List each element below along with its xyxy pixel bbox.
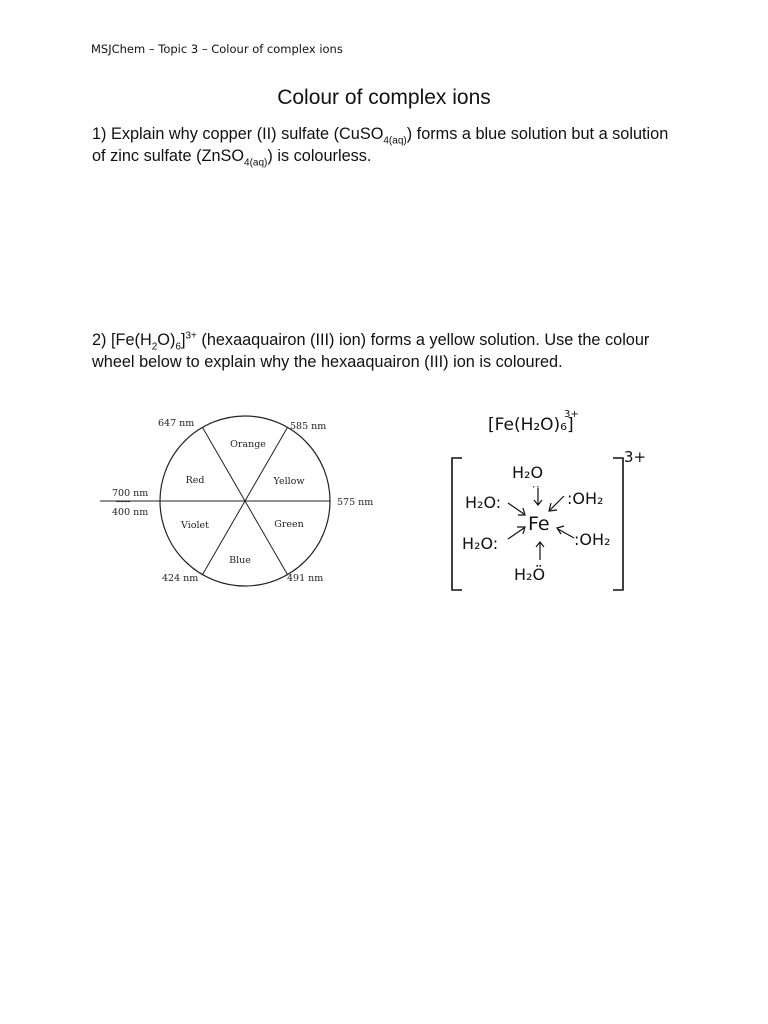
page-title: Colour of complex ions — [277, 86, 491, 109]
sector-label-yellow: Yellow — [273, 476, 305, 487]
right-bracket — [613, 458, 623, 590]
sector-label-orange: Orange — [230, 439, 266, 450]
left-bracket — [452, 458, 462, 590]
structure-charge: 3+ — [624, 448, 647, 466]
colour-wheel — [100, 410, 390, 595]
sector-label-red: Red — [185, 475, 205, 486]
q1-subscript-1: 4(aq) — [383, 135, 407, 147]
sector-label-violet: Violet — [181, 520, 209, 531]
sector-label-green: Green — [274, 519, 304, 530]
wavelength-label-424: 424 nm — [162, 573, 199, 584]
sector-label-blue: Blue — [229, 555, 251, 566]
wavelength-label-647: 647 nm — [158, 418, 195, 429]
wavelength-label-400: 400 nm — [112, 507, 149, 518]
question-2 — [92, 329, 682, 373]
arrow-upper-left — [508, 503, 524, 514]
q2-text-2: O) — [157, 331, 176, 349]
structure-formula-charge: 3+ — [564, 409, 579, 420]
arrow-lower-left — [508, 528, 524, 539]
q1-text-2: ) forms a blue solution but a solution of zinc sulfate (ZnSO — [92, 125, 669, 165]
arrow-upper-right — [550, 496, 564, 510]
hexaaqua-structure — [440, 398, 652, 608]
wavelength-label-585: 585 nm — [290, 421, 327, 432]
q2-text-3: ] — [180, 331, 186, 349]
q2-superscript: 3+ — [185, 330, 197, 342]
wavelength-label-700: 700 nm — [112, 488, 149, 499]
q1-text-1: 1) Explain why copper (II) sulfate (CuSO — [92, 125, 384, 143]
ligand-lower-left: H₂O: — [462, 534, 499, 553]
q2-text-4: (hexaaquairon (III) ion) forms a yellow solution. Use the colour wheel below to explain why the hexaaquairon (III) ion is coloured. — [92, 331, 650, 371]
ligand-top: H₂O — [512, 463, 544, 482]
page-header: MSJChem – Topic 3 – Colour of complex ions — [91, 42, 343, 56]
ligand-top-lone-pair: : — [530, 485, 543, 489]
q1-text-3: ) is colourless. — [267, 147, 372, 165]
ligand-upper-left: H₂O: — [465, 493, 502, 512]
question-1 — [92, 123, 682, 167]
wavelength-divider: ------ — [116, 498, 131, 506]
q1-subscript-2: 4(aq) — [244, 157, 268, 169]
metal-centre: Fe — [528, 513, 550, 535]
structure-formula: [Fe(H₂O)₆] — [488, 415, 574, 435]
ligand-upper-right: :OH₂ — [567, 489, 604, 508]
wavelength-label-575: 575 nm — [337, 497, 374, 508]
ligand-bottom: H₂Ö — [514, 565, 546, 584]
wavelength-label-491: 491 nm — [287, 573, 324, 584]
ligand-lower-right: :OH₂ — [574, 530, 611, 549]
q2-text-1: 2) [Fe(H — [92, 331, 152, 349]
q2-subscript-2: 6 — [175, 341, 181, 353]
q2-subscript-1: 2 — [151, 341, 158, 353]
